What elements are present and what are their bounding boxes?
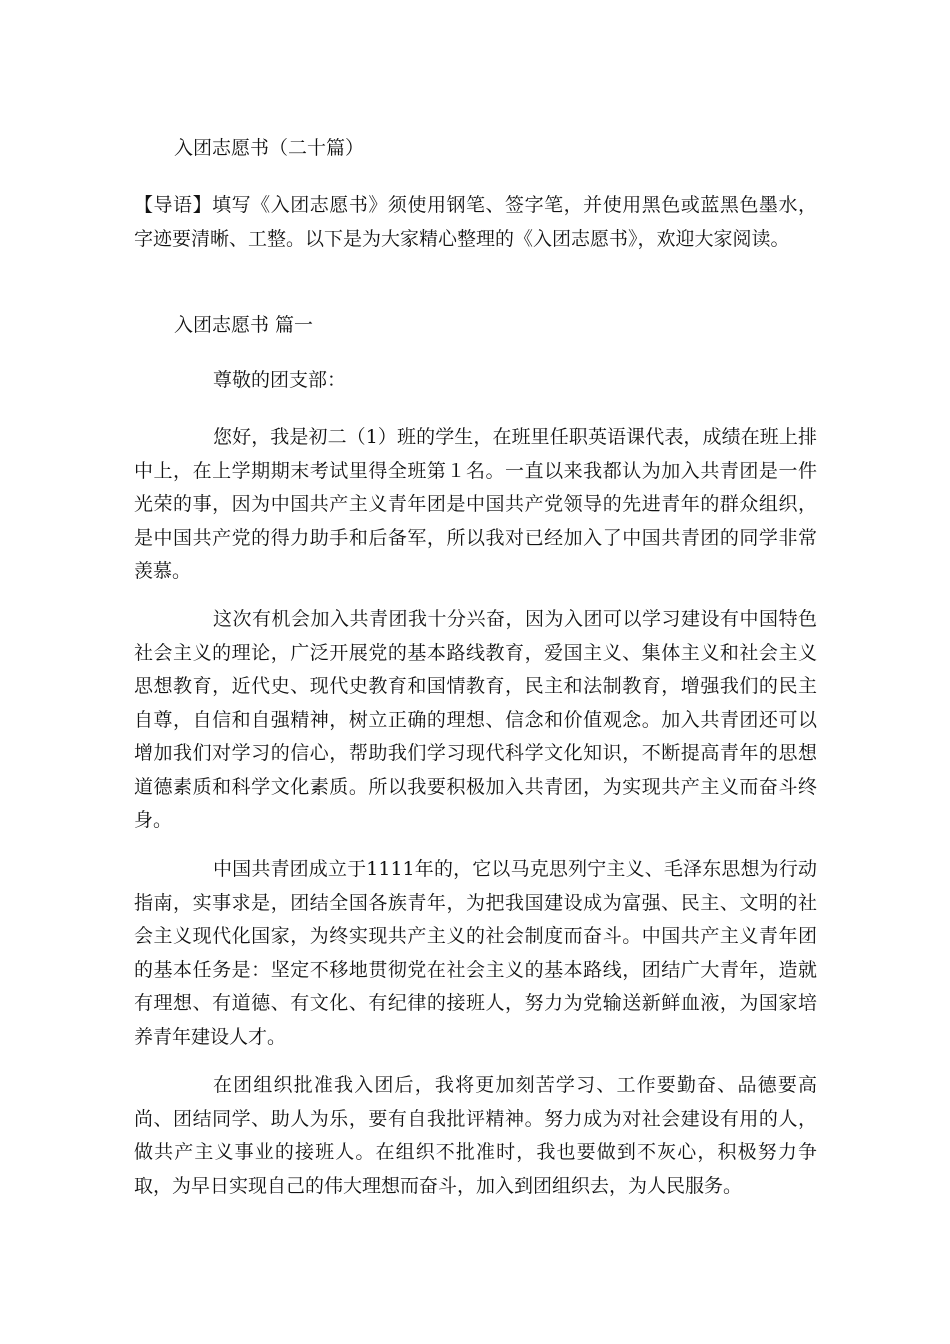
section-heading: 入团志愿书 篇一 xyxy=(174,314,314,336)
intro-text: 填写《入团志愿书》须使用钢笔、签字笔，并使用黑色或蓝黑色墨水，字迹要清晰、工整。以下是为大家精心整理的《入团志愿书》，欢迎大家阅读。 xyxy=(134,194,817,250)
body-paragraph: 您好，我是初二（1）班的学生，在班里任职英语课代表，成绩在班上排中上，在上学期期末考试里得全班第１名。一直以来我都认为加入共青团是一件光荣的事，因为中国共产主义青年团是中国共产党领导的先进青年的群众组织，是中国共产党的得力助手和后备军，所以我对已经加入了中国共青团的同学非常羡慕。 xyxy=(134,426,817,582)
document-title: 入团志愿书（二十篇） xyxy=(174,137,365,159)
intro-paragraph xyxy=(134,188,817,256)
body-paragraph: 中国共青团成立于1111年的，它以马克思列宁主义、毛泽东思想为行动指南，实事求是，团结全国各族青年，为把我国建设成为富强、民主、文明的社会主义现代化国家，为终实现共产主义的社会制度而奋斗。中国共产主义青年团的基本任务是：坚定不移地贯彻党在社会主义的基本路线，团结广大青年，造就有理想、有道德、有文化、有纪律的接班人，努力为党输送新鲜血液，为国家培养青年建设人才。 xyxy=(134,858,817,1048)
intro-tag: 【导语】 xyxy=(134,194,213,216)
salutation: 尊敬的团支部： xyxy=(213,369,347,391)
body-paragraph: 这次有机会加入共青团我十分兴奋，因为入团可以学习建设有中国特色社会主义的理论，广泛开展党的基本路线教育，爱国主义、集体主义和社会主义思想教育，近代史、现代史教育和国情教育，民主和法制教育，增强我们的民主自尊，自信和自强精神，树立正确的理想、信念和价值观念。加入共青团还可以增加我们对学习的信心，帮助我们学习现代科学文化知识，不断提高青年的思想道德素质和科学文化素质。所以我要积极加入共青团，为实现共产主义而奋斗终身。 xyxy=(134,608,817,831)
body-paragraph: 在团组织批准我入团后，我将更加刻苦学习、工作要勤奋、品德要高尚、团结同学、助人为乐，要有自我批评精神。努力成为对社会建设有用的人，做共产主义事业的接班人。在组织不批准时，我也要做到不灰心，积极努力争取，为早日实现自己的伟大理想而奋斗，加入到团组织去，为人民服务。 xyxy=(134,1074,817,1197)
